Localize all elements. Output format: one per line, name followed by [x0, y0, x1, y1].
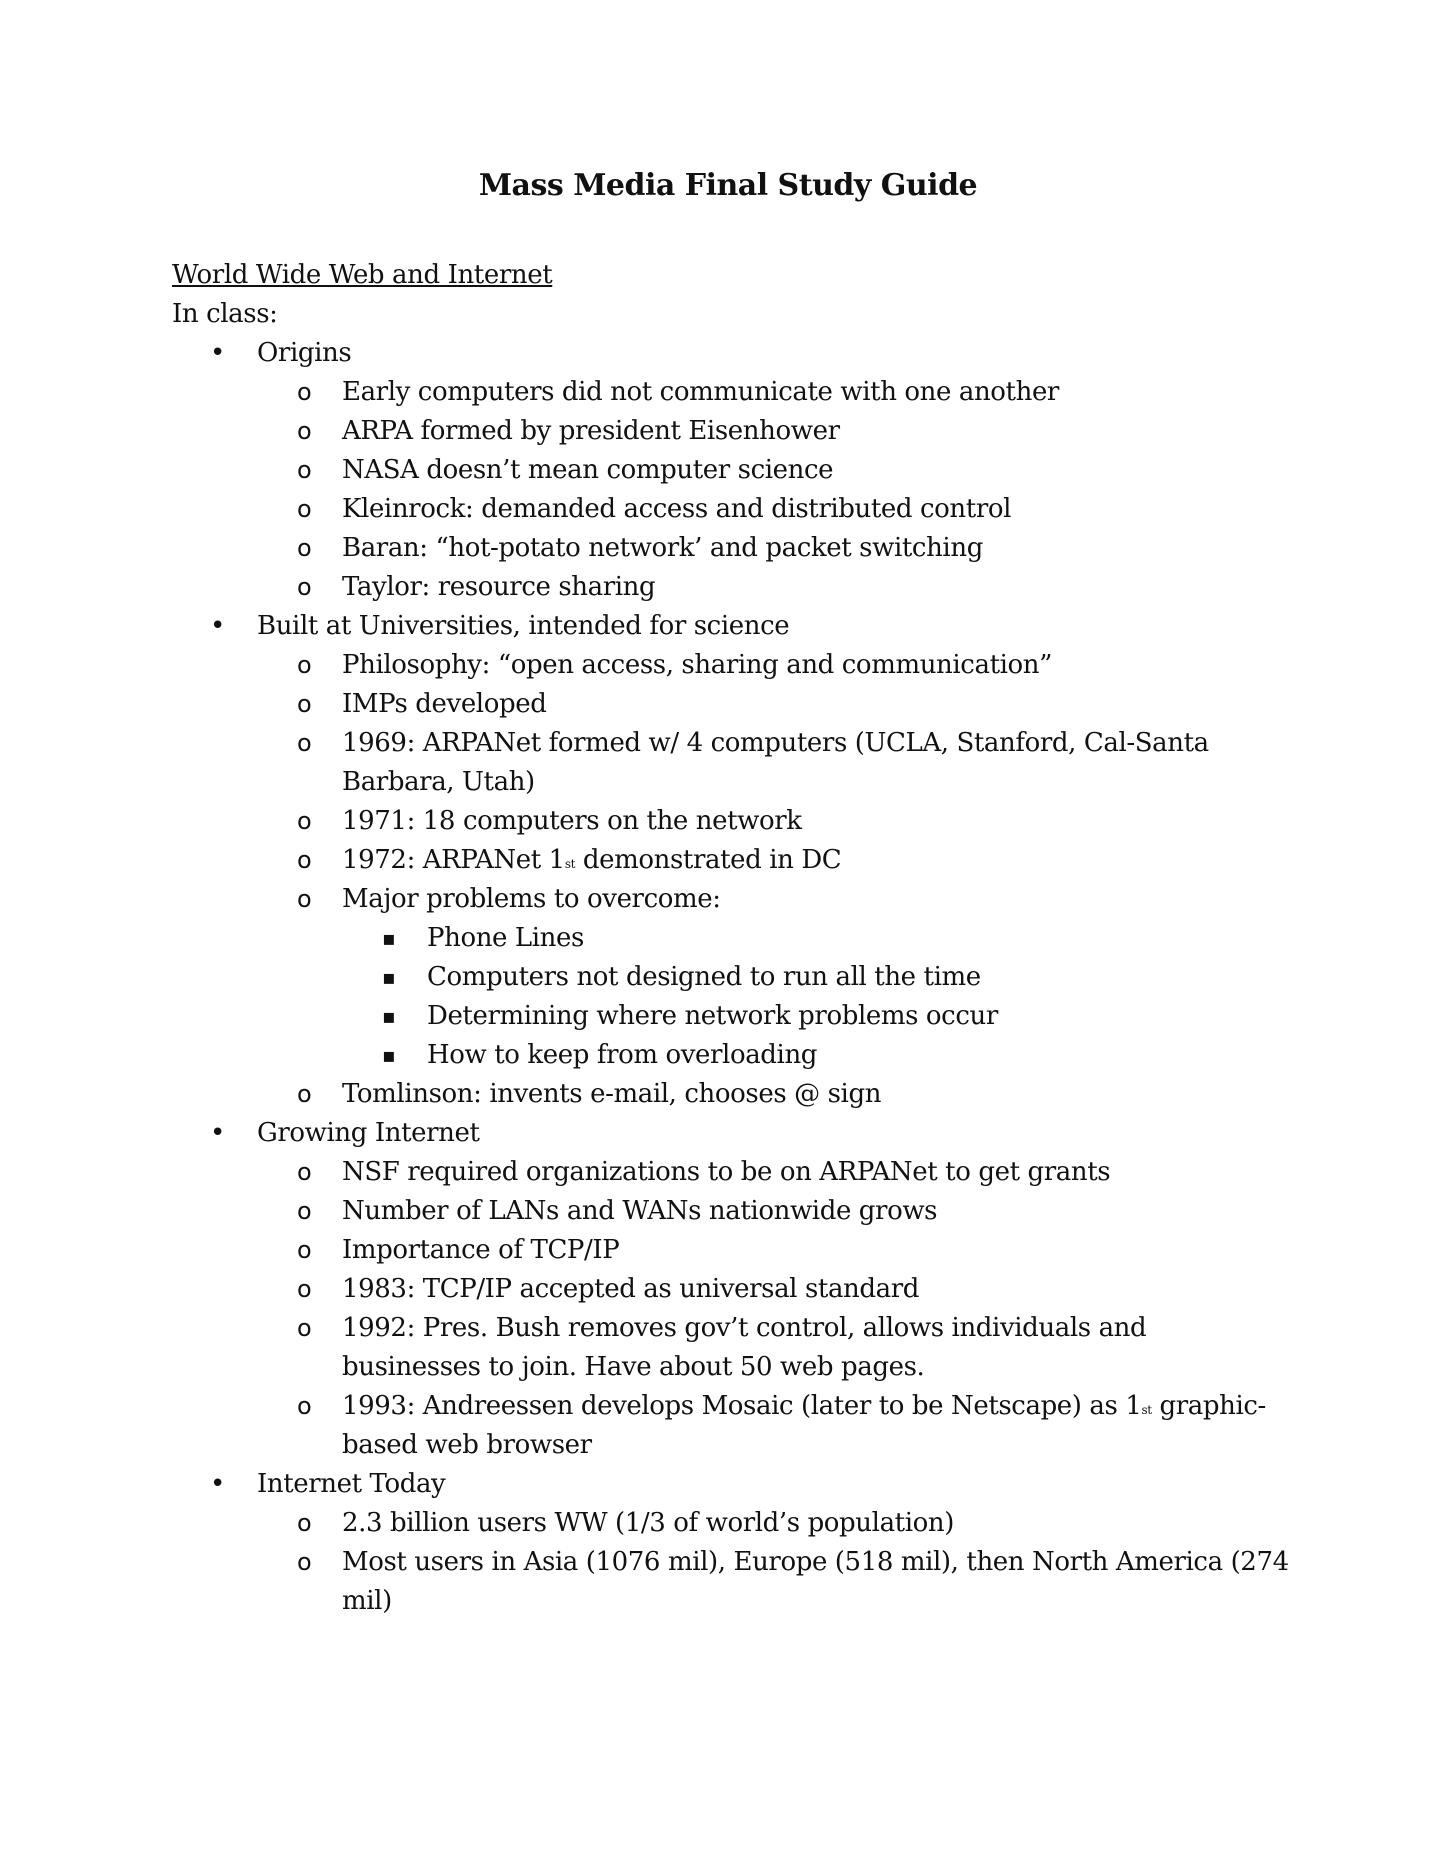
topic-label: Origins [257, 338, 352, 368]
universities-list [257, 646, 1292, 1114]
intro-text: In class: [172, 299, 278, 329]
origins-list [257, 373, 1292, 607]
list-item: o Number of LANs and WANs nationwide grows [257, 1192, 1292, 1231]
document-body [172, 256, 1292, 1621]
item-text: graphic-based web browser [342, 1391, 1266, 1460]
list-item: o Tomlinson: invents e-mail, chooses @ sign [257, 1075, 1292, 1114]
sub-list-item: ▪ Computers not designed to run all the time [342, 958, 1292, 997]
problems-list [342, 919, 1292, 1075]
list-item: o NSF required organizations to be on ARPANet to get grants [257, 1153, 1292, 1192]
topic-growing-internet [172, 1114, 1292, 1465]
list-item [257, 1387, 1292, 1465]
superscript: st [1141, 1403, 1152, 1417]
list-item: o Baran: “hot-potato network’ and packet switching [257, 529, 1292, 568]
list-item: o Importance of TCP/IP [257, 1231, 1292, 1270]
topic-label: Growing Internet [257, 1118, 480, 1148]
growing-list [257, 1153, 1292, 1465]
list-item: o ARPA formed by president Eisenhower [257, 412, 1292, 451]
item-text: 1972: ARPANet 1 [342, 845, 565, 875]
list-item: o Most users in Asia (1076 mil), Europe (518 mil), then North America (274 mil) [257, 1543, 1292, 1621]
today-list [257, 1504, 1292, 1621]
topic-origins [172, 334, 1292, 607]
sub-list-item: ▪ Phone Lines [342, 919, 1292, 958]
list-item: o NASA doesn’t mean computer science [257, 451, 1292, 490]
list-item: o 2.3 billion users WW (1/3 of world’s population) [257, 1504, 1292, 1543]
sub-list-item: ▪ Determining where network problems occur [342, 997, 1292, 1036]
list-item: o 1992: Pres. Bush removes gov’t control, allows individuals and businesses to join. Have about 50 web pages. [257, 1309, 1292, 1387]
topic-list [172, 334, 1292, 1621]
list-item: o 1983: TCP/IP accepted as universal standard [257, 1270, 1292, 1309]
topic-universities [172, 607, 1292, 1114]
list-item: o Taylor: resource sharing [257, 568, 1292, 607]
list-item: o Philosophy: “open access, sharing and communication” [257, 646, 1292, 685]
list-item [257, 841, 1292, 880]
item-text: demonstrated in DC [575, 845, 842, 875]
page-title: Mass Media Final Study Guide [478, 168, 978, 203]
topic-label: Internet Today [257, 1469, 446, 1499]
topic-internet-today [172, 1465, 1292, 1621]
list-item: o IMPs developed [257, 685, 1292, 724]
item-text: Major problems to overcome: [342, 884, 721, 914]
list-item: o 1971: 18 computers on the network [257, 802, 1292, 841]
superscript: st [564, 857, 576, 871]
section-heading: World Wide Web and Internet [172, 260, 553, 290]
topic-label: Built at Universities, intended for science [257, 611, 790, 641]
list-item: o Kleinrock: demanded access and distributed control [257, 490, 1292, 529]
sub-list-item: ▪ How to keep from overloading [342, 1036, 1292, 1075]
item-text: 1993: Andreessen develops Mosaic (later to be Netscape) as 1 [342, 1391, 1142, 1421]
list-item: o Early computers did not communicate with one another [257, 373, 1292, 412]
list-item [257, 880, 1292, 1075]
list-item: o 1969: ARPANet formed w/ 4 computers (UCLA, Stanford, Cal-Santa Barbara, Utah) [257, 724, 1292, 802]
